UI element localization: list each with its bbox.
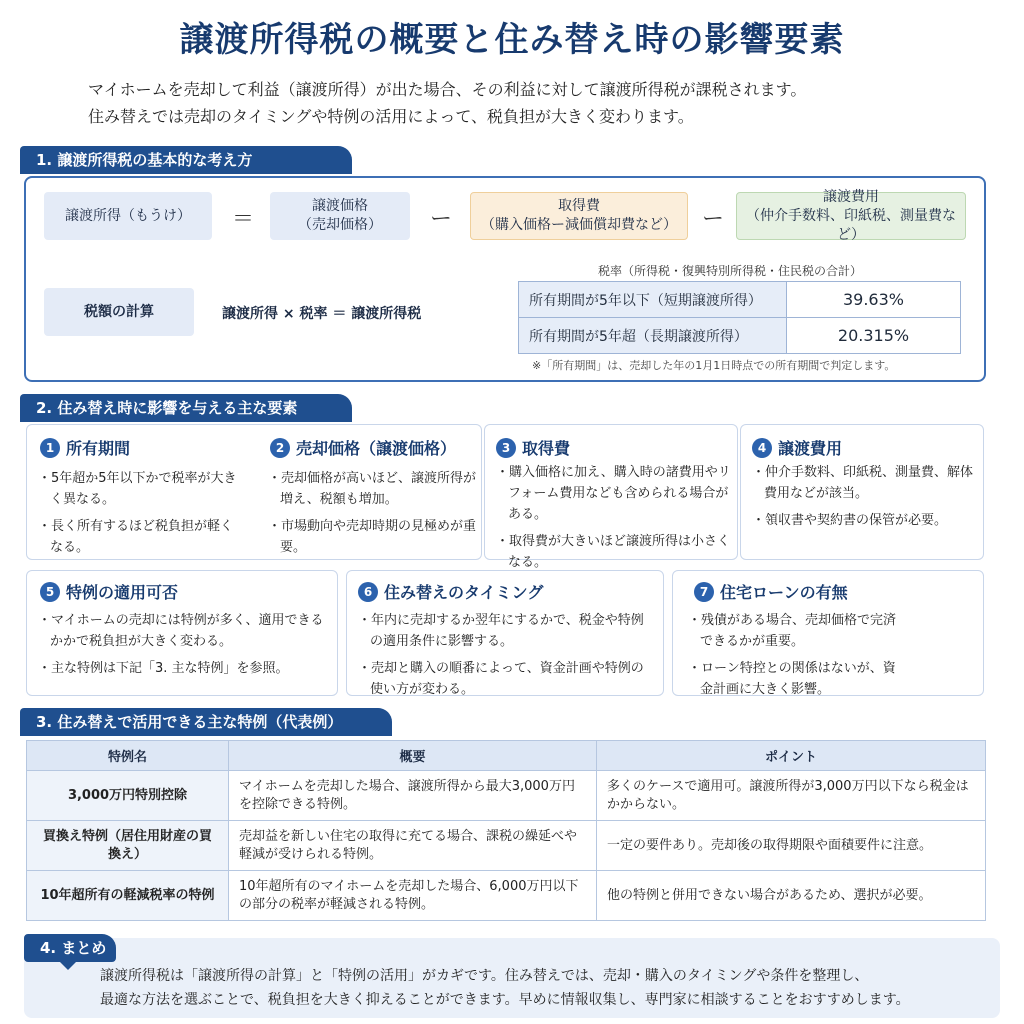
number-badge-icon: 6	[358, 582, 378, 602]
tax-formula: 譲渡所得 × 税率 ＝ 譲渡所得税	[222, 306, 422, 322]
provision-point: 多くのケースで適用可。譲渡所得が3,000万円以下なら税金はかからない。	[597, 771, 986, 821]
rate-row	[519, 318, 961, 354]
intro-line: 住み替えでは売却のタイミングや特例の活用によって、税負担が大きく変わります。	[88, 107, 694, 126]
provision-point: 一定の要件あり。売却後の取得期限や面積要件に注意。	[597, 821, 986, 871]
factor-title	[270, 436, 456, 459]
summary-text	[100, 964, 990, 1012]
provision-name: 10年超所有の軽減税率の特例	[27, 871, 229, 921]
factor-bullets	[752, 462, 978, 537]
number-badge-icon: 2	[270, 438, 290, 458]
factor-bullet: ・残債がある場合、売却価格で完済できるかが重要。	[688, 613, 897, 649]
factor-bullet: ・仲介手数料、印紙税、測量費、解体費用などが該当。	[752, 465, 974, 501]
factor-bullets	[268, 468, 476, 564]
tax-calc-label	[44, 288, 194, 336]
factor-title-text: 譲渡費用	[778, 439, 843, 458]
factor-title	[694, 580, 848, 603]
provision-summary: マイホームを売却した場合、譲渡所得から最大3,000万円を控除できる特例。	[229, 771, 597, 821]
factor-title	[358, 580, 543, 603]
provision-summary: 10年超所有のマイホームを売却した場合、6,000万円以下の部分の税率が軽減される特例。	[229, 871, 597, 921]
table-row	[27, 771, 986, 821]
factor-bullet: ・ローン特控との関係はないが、資金計画に大きく影響。	[688, 661, 896, 697]
factor-title-text: 住宅ローンの有無	[720, 583, 848, 602]
factor-bullet: ・売却価格が高いほど、譲渡所得が増え、税額も増加。	[268, 471, 477, 507]
factor-bullet: ・長く所有するほど税負担が軽くなる。	[38, 519, 234, 555]
ownership-note: ※「所有期間」は、売却した年の1月1日時点での所有期間で判定します。	[532, 359, 896, 372]
table-row	[27, 821, 986, 871]
factor-title-text: 売却価格（譲渡価格）	[296, 439, 457, 458]
factor-title-text: 取得費	[522, 439, 571, 458]
section2-heading: 2. 住み替え時に影響を与える主な要素	[20, 394, 352, 422]
factor-bullets	[38, 610, 332, 685]
factor-bullet: ・購入価格に加え、購入時の諸費用やリフォーム費用なども含められる場合がある。	[496, 465, 731, 522]
formula-term-price	[270, 192, 410, 240]
factor-bullet: ・5年超か5年以下かで税率が大きく異なる。	[38, 471, 237, 507]
rate-label: 所有期間が5年以下（短期譲渡所得）	[519, 282, 787, 318]
formula-term-income	[44, 192, 212, 240]
rate-value: 20.315%	[787, 318, 961, 354]
table-header-row	[27, 741, 986, 771]
number-badge-icon: 3	[496, 438, 516, 458]
formula-term-cost-sub: （購入価格ー減価償却費など）	[481, 217, 677, 233]
factor-bullet: ・領収書や契約書の保管が必要。	[752, 513, 948, 528]
factor-bullets	[688, 610, 908, 706]
factor-bullet: ・取得費が大きいほど譲渡所得は小さくなる。	[496, 534, 731, 570]
number-badge-icon: 4	[752, 438, 772, 458]
section1-heading: 1. 譲渡所得税の基本的な考え方	[20, 146, 352, 174]
factor-bullet: ・マイホームの売却には特例が多く、適用できるかかで税負担が大きく変わる。	[38, 613, 324, 649]
rate-label: 所有期間が5年超（長期譲渡所得）	[519, 318, 787, 354]
formula-term-price-sub: （売却価格）	[298, 217, 382, 233]
factor-bullets	[358, 610, 656, 706]
formula-term-expense-sub: （仲介手数料、印紙税、測量費など）	[746, 207, 956, 243]
summary-line: 最適な方法を選ぶことで、税負担を大きく抑えることができます。早めに情報収集し、専門家に相談することをおすすめします。	[100, 992, 910, 1008]
column-header: 特例名	[27, 741, 229, 771]
rate-table	[518, 281, 961, 354]
table-row	[27, 871, 986, 921]
section4-heading: 4. まとめ	[24, 934, 116, 962]
number-badge-icon: 7	[694, 582, 714, 602]
intro-text	[88, 76, 988, 130]
provision-name: 3,000万円特別控除	[27, 771, 229, 821]
factor-title	[40, 580, 178, 603]
factor-bullet: ・年内に売却するか翌年にするかで、税金や特例の適用条件に影響する。	[358, 613, 644, 649]
factor-title-text: 住み替えのタイミング	[384, 583, 544, 602]
special-provisions-table	[26, 740, 986, 921]
factor-title-text: 特例の適用可否	[66, 583, 179, 602]
column-header: ポイント	[597, 741, 986, 771]
formula-term-price-main: 譲渡価格	[312, 198, 368, 214]
factor-title	[752, 436, 842, 459]
factor-title	[40, 436, 130, 459]
section3-heading: 3. 住み替えで活用できる主な特例（代表例）	[20, 708, 392, 736]
number-badge-icon: 1	[40, 438, 60, 458]
formula-term-expense	[736, 188, 966, 243]
formula-equals: ＝	[232, 207, 255, 232]
formula-term-cost-main: 取得費	[558, 198, 600, 214]
factor-bullet: ・主な特例は下記「3. 主な特例」を参照。	[38, 661, 289, 676]
factor-bullet: ・売却と購入の順番によって、資金計画や特例の使い方が変わる。	[358, 661, 644, 697]
formula-term-cost	[470, 192, 688, 240]
provision-summary: 売却益を新しい住宅の取得に充てる場合、課税の繰延べや軽減が受けられる特例。	[229, 821, 597, 871]
factor-bullets	[496, 462, 732, 579]
column-header: 概要	[229, 741, 597, 771]
factor-title-text: 所有期間	[66, 439, 131, 458]
rate-value: 39.63%	[787, 282, 961, 318]
rate-caption: 税率（所得税・復興特別所得税・住民税の合計）	[598, 264, 863, 278]
page-title: 譲渡所得税の概要と住み替え時の影響要素	[179, 20, 845, 60]
factor-bullets	[38, 468, 244, 564]
factor-bullet: ・市場動向や売却時期の見極めが重要。	[268, 519, 477, 555]
formula-term-expense-main: 譲渡費用	[823, 188, 879, 205]
rate-row	[519, 282, 961, 318]
provision-name: 買換え特例（居住用財産の買換え）	[27, 821, 229, 871]
number-badge-icon: 5	[40, 582, 60, 602]
formula-minus-1: ー	[430, 207, 453, 232]
summary-line: 譲渡所得税は「譲渡所得の計算」と「特例の活用」がカギです。住み替えでは、売却・購入のタイミングや条件を整理し、	[100, 968, 869, 984]
tax-calc-label-text: 税額の計算	[84, 303, 154, 320]
formula-minus-2: ー	[702, 207, 725, 232]
formula-term-income-label: 譲渡所得（もうけ）	[65, 207, 191, 224]
intro-line: マイホームを売却して利益（譲渡所得）が出た場合、その利益に対して譲渡所得税が課税されます。	[88, 80, 807, 99]
speech-tail-icon	[60, 962, 76, 970]
factor-title	[496, 436, 570, 459]
provision-point: 他の特例と併用できない場合があるため、選択が必要。	[597, 871, 986, 921]
